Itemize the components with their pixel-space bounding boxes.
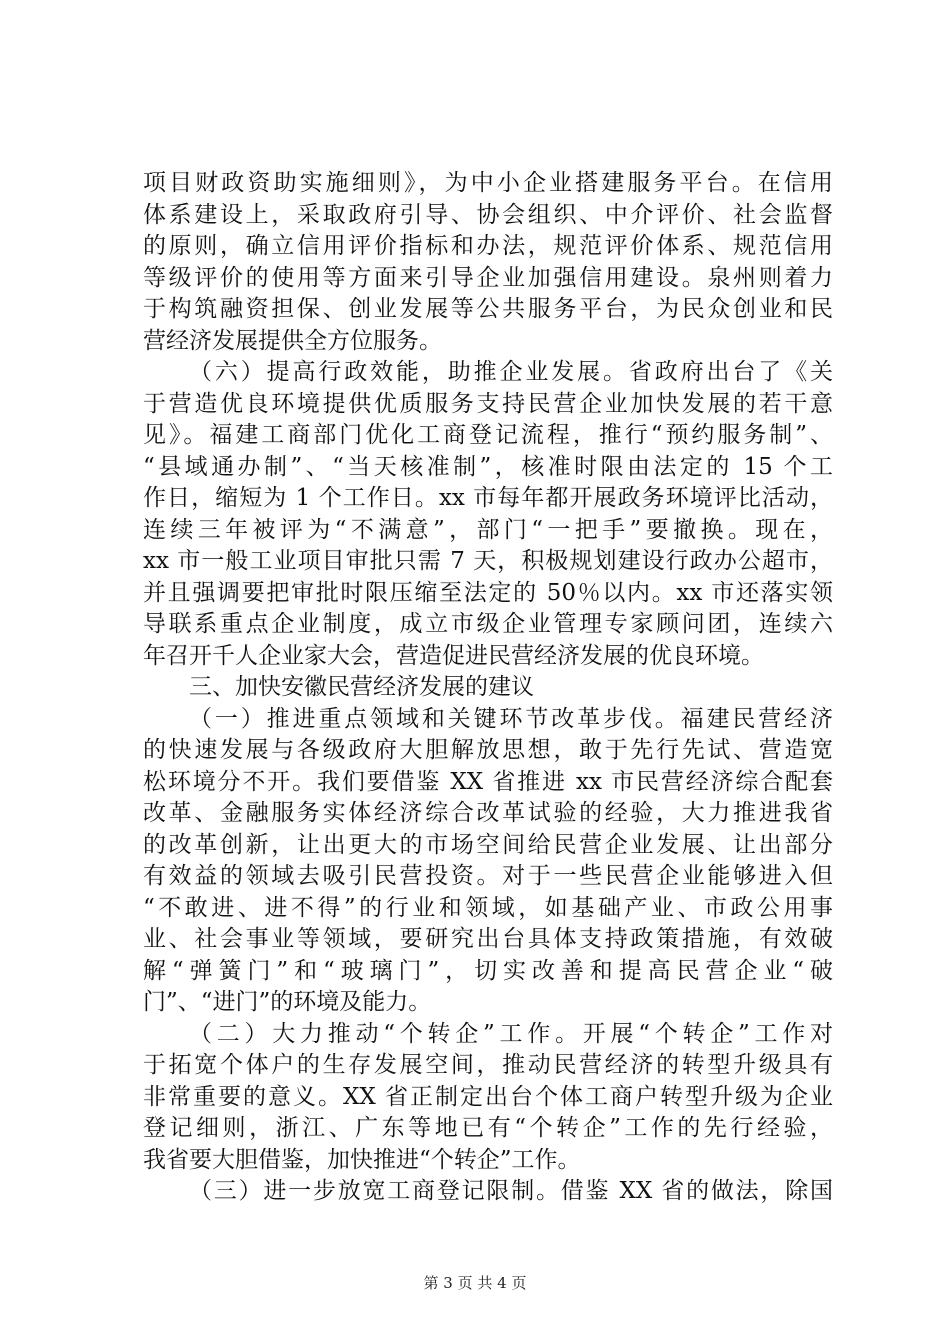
- text-line: （三）进一步放宽工商登记限制。借鉴 XX 省的做法，除国: [189, 1178, 833, 1204]
- text-line: （二）大力推动“个转企”工作。开展“个转企”工作对: [189, 1020, 833, 1047]
- text-line: “县域通办制”、“当天核准制”，核准时限由法定的 15 个工: [143, 453, 833, 480]
- text-line: （六）提高行政效能，助推企业发展。省政府出台了《关: [189, 359, 833, 385]
- text-line: 作日，缩短为 1 个工作日。xx 市每年都开展政务环境评比活动，: [143, 485, 833, 511]
- document-body: [143, 168, 833, 1208]
- text-line: 并且强调要把审批时限压缩至法定的 50％以内。xx 市还落实领: [143, 579, 833, 606]
- text-line: 非常重要的意义。XX 省正制定出台个体工商户转型升级为企业: [143, 1083, 833, 1110]
- text-line: 解“弹簧门”和“玻璃门”，切实改善和提高民营企业“破: [143, 957, 833, 984]
- text-line: 于营造优良环境提供优质服务支持民营企业加快发展的若干意: [143, 390, 833, 417]
- text-line: 项目财政资助实施细则》，为中小企业搭建服务平台。在信用: [143, 170, 833, 196]
- text-line: “不敢进、进不得”的行业和领域，如基础产业、市政公用事: [143, 894, 833, 921]
- text-line: 于拓宽个体户的生存发展空间，推动民营经济的转型升级具有: [143, 1052, 833, 1078]
- text-line: 的原则，确立信用评价指标和办法，规范评价体系、规范信用: [143, 233, 833, 259]
- text-line: 门”、“进门”的环境及能力。: [143, 989, 432, 1015]
- text-line: 体系建设上，采取政府引导、协会组织、中介评价、社会监督: [143, 201, 833, 228]
- text-line: 等级评价的使用等方面来引导企业加强信用建设。泉州则着力: [143, 264, 833, 291]
- text-line: 登记细则，浙江、广东等地已有“个转企”工作的先行经验，: [143, 1115, 833, 1141]
- text-line: xx 市一般工业项目审批只需 7 天，积极规划建设行政办公超市，: [143, 548, 833, 574]
- text-line: 有效益的领域去吸引民营投资。对于一些民营企业能够进入但: [143, 863, 833, 889]
- text-line: 年召开千人企业家大会，营造促进民营经济发展的优良环境。: [143, 642, 764, 669]
- text-line: 三、加快安徽民营经济发展的建议: [189, 674, 534, 700]
- text-line: 的改革创新，让出更大的市场空间给民营企业发展、让出部分: [143, 831, 833, 858]
- text-line: 的快速发展与各级政府大胆解放思想，敢于先行先试、营造宽: [143, 737, 833, 763]
- text-line: 我省要大胆借鉴，加快推进“个转企”工作。: [143, 1146, 581, 1173]
- text-line: 导联系重点企业制度，成立市级企业管理专家顾问团，连续六: [143, 611, 833, 637]
- text-line: （一）推进重点领域和关键环节改革步伐。福建民营经济: [189, 705, 833, 732]
- text-line: 松环境分不开。我们要借鉴 XX 省推进 xx 市民营经济综合配套: [143, 768, 833, 795]
- text-line: 营经济发展提供全方位服务。: [143, 327, 442, 354]
- text-line: 连续三年被评为“不满意”，部门“一把手”要撤换。现在，: [143, 516, 833, 543]
- text-line: 业、社会事业等领域，要研究出台具体支持政策措施，有效破: [143, 926, 833, 952]
- text-line: 改革、金融服务实体经济综合改革试验的经验，大力推进我省: [143, 800, 833, 826]
- page-footer: 第 3 页 共 4 页: [423, 1274, 527, 1292]
- text-line: 见》。福建工商部门优化工商登记流程，推行“预约服务制”、: [143, 422, 833, 448]
- text-line: 于构筑融资担保、创业发展等公共服务平台，为民众创业和民: [143, 296, 833, 322]
